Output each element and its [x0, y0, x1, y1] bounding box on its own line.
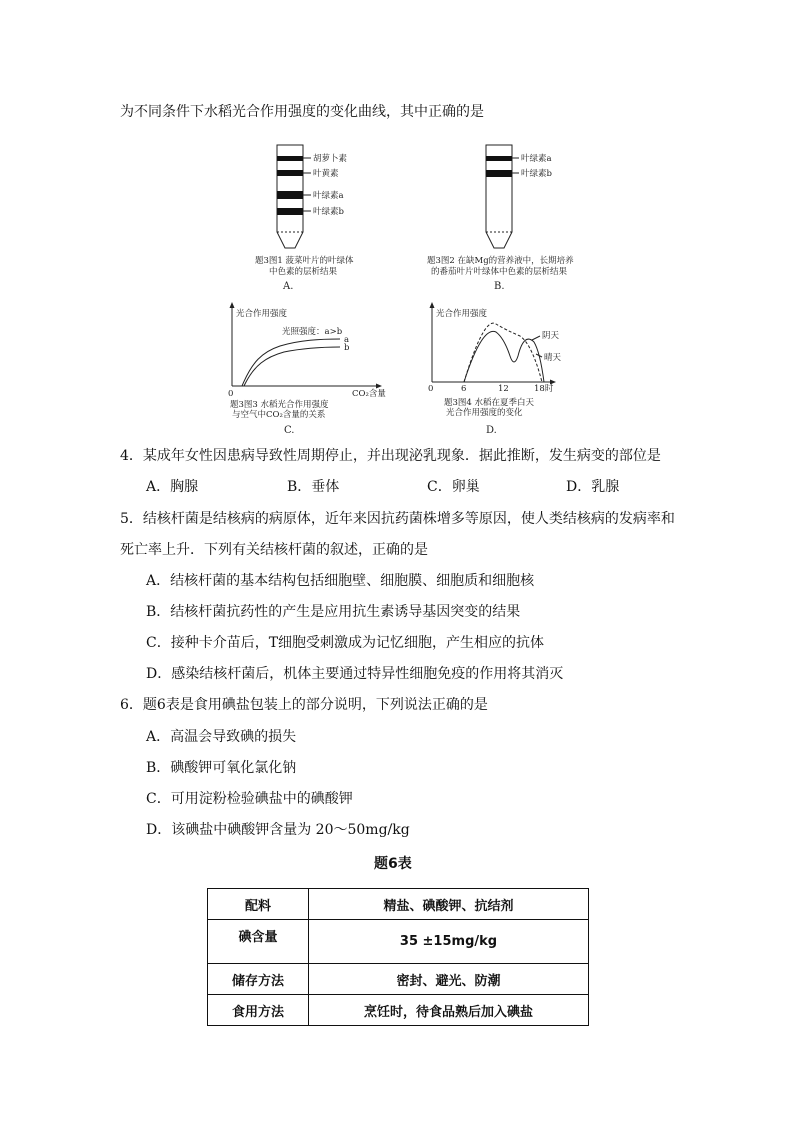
q4-option: C．卵巢 — [427, 479, 480, 495]
band-carotene — [277, 156, 303, 161]
table-title: 题6表 — [374, 856, 412, 872]
curve-b — [244, 347, 340, 386]
series-label: b — [344, 343, 350, 353]
figure-caption: 光合作用强度的变化 — [446, 408, 523, 418]
figure-a — [255, 140, 395, 295]
row-label: 碘含量 — [208, 920, 309, 964]
q6-option: B．碘酸钾可氧化氯化钠 — [146, 760, 297, 776]
band-xanthophyll — [277, 170, 303, 176]
band-label: 叶绿素b — [521, 169, 552, 179]
q4-stem: 4．某成年女性因患病导致性周期停止，并出现泌乳现象．据此推断，发生病变的部位是 — [120, 448, 661, 464]
tick-label: 18时 — [534, 384, 554, 394]
row-label: 配料 — [208, 889, 309, 920]
row-value: 烹饪时，待食品熟后加入碘盐 — [309, 995, 589, 1026]
figure-caption: 中色素的层析结果 — [269, 267, 338, 277]
origin-label: 0 — [228, 389, 234, 399]
iodized-salt-table — [207, 888, 589, 1026]
axis-label: CO₂含量 — [352, 389, 386, 399]
q4-option: A．胸腺 — [146, 479, 199, 495]
row-value: 密封、避光、防潮 — [309, 964, 589, 995]
intro-line: 为不同条件下水稻光合作用强度的变化曲线，其中正确的是 — [120, 104, 484, 120]
table-row — [208, 995, 589, 1026]
figure-caption: 题3图3 水稻光合作用强度 — [230, 400, 329, 410]
row-label: 食用方法 — [208, 995, 309, 1026]
row-label: 储存方法 — [208, 964, 309, 995]
band-label: 胡萝卜素 — [313, 154, 348, 164]
series-label: a — [344, 335, 350, 345]
table-row — [208, 889, 589, 920]
figure-caption: 题3图4 水稻在夏季白天 — [444, 398, 535, 408]
q6-option: D．该碘盐中碘酸钾含量为 20～50mg/kg — [146, 822, 410, 838]
figure-letter: B. — [494, 281, 505, 292]
figure-c — [228, 302, 388, 437]
band-label: 叶绿素a — [521, 154, 552, 164]
q6-option: A．高温会导致碘的损失 — [146, 729, 297, 745]
figure-caption: 的番茄叶片叶绿体中色素的层析结果 — [431, 267, 568, 277]
q5-stem: 5．结核杆菌是结核病的病原体，近年来因抗药菌株增多等原因，使人类结核病的发病率和 — [120, 511, 675, 527]
tick-label: 12 — [498, 384, 509, 394]
tick-label: 0 — [428, 384, 434, 394]
q5-option: C．接种卡介苗后，T细胞受刺激成为记忆细胞，产生相应的抗体 — [146, 635, 545, 651]
table-row — [208, 920, 589, 964]
figure-letter: D. — [486, 425, 497, 436]
figure-b — [423, 140, 593, 295]
curve-sunny — [464, 331, 544, 382]
axis-label: 光合作用强度 — [436, 309, 488, 319]
q5-option: B．结核杆菌抗药性的产生是应用抗生素诱导基因突变的结果 — [146, 604, 521, 620]
band-chlorophyll-b — [277, 208, 303, 215]
series-label: 晴天 — [544, 353, 562, 363]
q5-option: D．感染结核杆菌后，机体主要通过特异性细胞免疫的作用将其消灭 — [146, 666, 564, 682]
figure-caption: 题3图2 在缺Mg的营养液中，长期培养 — [427, 256, 574, 266]
q6-stem: 6．题6表是食用碘盐包装上的部分说明，下列说法正确的是 — [120, 697, 488, 713]
series-label: 阴天 — [542, 331, 560, 341]
figure-caption: 与空气中CO₂含量的关系 — [232, 410, 326, 420]
figure-letter: A. — [283, 281, 294, 292]
axis-label: 光合作用强度 — [236, 309, 288, 319]
table-row — [208, 964, 589, 995]
row-value: 35 ±15mg/kg — [309, 920, 589, 964]
q4-option: B．垂体 — [287, 479, 340, 495]
band-label: 叶黄素 — [313, 169, 339, 179]
band-chlorophyll-a — [277, 191, 303, 199]
figure-d — [424, 302, 594, 437]
band-chlorophyll-b — [486, 170, 512, 177]
figure-caption: 题3图1 菠菜叶片的叶绿体 — [255, 256, 354, 266]
q4-option: D．乳腺 — [566, 479, 620, 495]
figure-letter: C. — [284, 425, 295, 436]
curve-cloudy — [464, 323, 542, 382]
q6-option: C．可用淀粉检验碘盐中的碘酸钾 — [146, 791, 353, 807]
legend-text: 光照强度：a>b — [282, 327, 343, 337]
band-label: 叶绿素a — [313, 191, 344, 201]
tick-label: 6 — [461, 384, 467, 394]
band-label: 叶绿素b — [313, 207, 344, 217]
row-value: 精盐、碘酸钾、抗结剂 — [309, 889, 589, 920]
band-chlorophyll-a — [486, 156, 512, 161]
q5-stem: 死亡率上升．下列有关结核杆菌的叙述，正确的是 — [120, 542, 428, 558]
curve-a — [242, 339, 340, 386]
q5-option: A．结核杆菌的基本结构包括细胞壁、细胞膜、细胞质和细胞核 — [146, 573, 535, 589]
